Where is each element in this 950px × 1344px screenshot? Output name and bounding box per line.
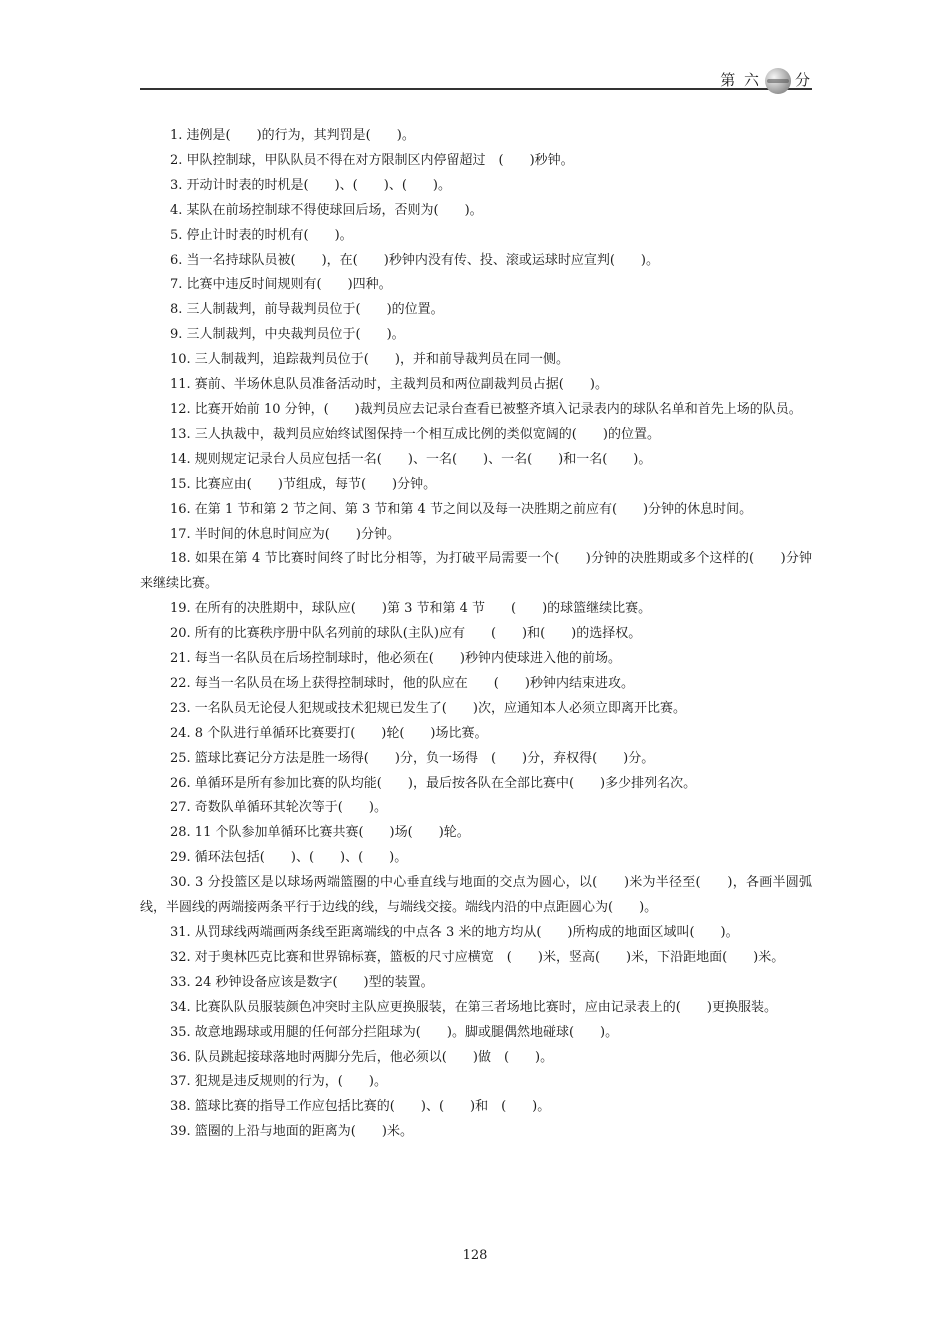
question-item: 16. 在第 1 节和第 2 节之间、第 3 节和第 4 节之间以及每一决胜期之前应有( )分钟的休息时间。: [170, 501, 753, 517]
question-item: 37. 犯规是违反规则的行为，( )。: [170, 1074, 387, 1090]
question-item: 20. 所有的比赛秩序册中队名列前的球队(主队)应有 ( )和( )的选择权。: [170, 626, 642, 642]
question-item: 9. 三人制裁判，中央裁判员位于( )。: [170, 327, 405, 343]
question-item: 31. 从罚球线两端画两条线至距离端线的中点各 3 米的地方均从( )所构成的地面区域叫( )。: [170, 925, 739, 940]
question-item: 19. 在所有的决胜期中，球队应( )第 3 节和第 4 节 ( )的球篮继续比赛。: [170, 601, 652, 617]
question-item: 3. 开动计时表的时机是( )、( )、( )。: [170, 177, 451, 193]
chapter-suffix: 分: [794, 70, 812, 89]
chapter-prefix: 第 六: [720, 70, 761, 89]
question-item: 25. 篮球比赛记分方法是胜一场得( )分，负一场得 ( )分，弃权得( )分。: [170, 750, 655, 766]
question-item: 26. 单循环是所有参加比赛的队均能( )，最后按各队在全部比赛中( )多少排列名次。: [170, 775, 697, 791]
question-item: 33. 24 秒钟设备应该是数字( )型的装置。: [170, 974, 434, 990]
question-item: 27. 奇数队单循环其轮次等于( )。: [170, 800, 387, 816]
question-item: 35. 故意地踢球或用腿的任何部分拦阻球为( )。脚或腿偶然地碰球( )。: [170, 1024, 619, 1040]
question-item: 29. 循环法包括( )、( )、( )。: [170, 850, 408, 866]
question-item: 18. 如果在第 4 节比赛时间终了时比分相等，为打破平局需要一个( )分钟的决胜期或多个这样的( )分钟来继续比赛。: [140, 551, 812, 592]
question-list: [140, 124, 812, 1145]
question-item: 39. 篮圈的上沿与地面的距离为( )米。: [170, 1124, 413, 1140]
question-item: 10. 三人制裁判，追踪裁判员位于( )，并和前导裁判员在同一侧。: [170, 352, 569, 368]
question-item: 2. 甲队控制球，甲队队员不得在对方限制区内停留超过 ( )秒钟。: [170, 152, 574, 168]
question-item: 17. 半时间的休息时间应为( )分钟。: [170, 526, 400, 542]
basketball-icon: [765, 68, 791, 94]
question-item: 38. 篮球比赛的指导工作应包括比赛的( )、( )和 ( )。: [170, 1099, 551, 1115]
question-item: 34. 比赛队队员服装颜色冲突时主队应更换服装，在第三者场地比赛时，应由记录表上的( )更换服装。: [170, 999, 777, 1015]
question-item: 11. 赛前、半场休息队员准备活动时，主裁判员和两位副裁判员占据( )。: [170, 377, 608, 393]
running-header: [140, 62, 812, 90]
question-item: 15. 比赛应由( )节组成，每节( )分钟。: [170, 476, 437, 492]
question-item: 32. 对于奥林匹克比赛和世界锦标赛，篮板的尺寸应横宽 ( )米，竖高( )米，下沿距地面( )米。: [170, 949, 785, 965]
question-item: 8. 三人制裁判，前导裁判员位于( )的位置。: [170, 302, 444, 318]
question-item: 22. 每当一名队员在场上获得控制球时，他的队应在 ( )秒钟内结束进攻。: [170, 675, 634, 691]
question-item: 6. 当一名持球队员被( )，在( )秒钟内没有传、投、滚或运球时应宣判( )。: [170, 252, 659, 268]
page-number: 128: [462, 1248, 488, 1263]
question-item: 14. 规则规定记录台人员应包括一名( )、一名( )、一名( )和一名( )。: [170, 451, 652, 467]
question-item: 1. 违例是( )的行为，其判罚是( )。: [170, 128, 415, 143]
question-item: 28. 11 个队参加单循环比赛共赛( )场( )轮。: [170, 825, 470, 841]
question-item: 5. 停止计时表的时机有( )。: [170, 227, 353, 243]
chapter-label: [720, 66, 812, 92]
question-item: 7. 比赛中违反时间规则有( )四种。: [170, 277, 392, 293]
question-item: 23. 一名队员无论侵人犯规或技术犯规已发生了( )次，应通知本人必须立即离开比赛。: [170, 700, 686, 716]
question-item: 36. 队员跳起接球落地时两脚分先后，他必须以( )做 ( )。: [170, 1049, 554, 1065]
question-item: 4. 某队在前场控制球不得使球回后场，否则为( )。: [170, 202, 483, 218]
question-item: 24. 8 个队进行单循环比赛要打( )轮( )场比赛。: [170, 725, 488, 741]
question-item: 21. 每当一名队员在后场控制球时，他必须在( )秒钟内使球进入他的前场。: [170, 651, 621, 667]
question-item: 13. 三人执裁中，裁判员应始终试图保持一个相互成比例的类似宽阔的( )的位置。: [170, 426, 660, 442]
question-item: 12. 比赛开始前 10 分钟，( )裁判员应去记录台查看已被整齐填入记录表内的球队名单和首先上场的队员。: [170, 401, 802, 417]
question-item: 30. 3 分投篮区是以球场两端篮圈的中心垂直线与地面的交点为圆心，以( )米为半径至( )，各画半圆弧线，半圆线的两端接两条平行于边线的线，与端线交接。端线内沿的中点距圆心为( )。: [140, 875, 812, 916]
